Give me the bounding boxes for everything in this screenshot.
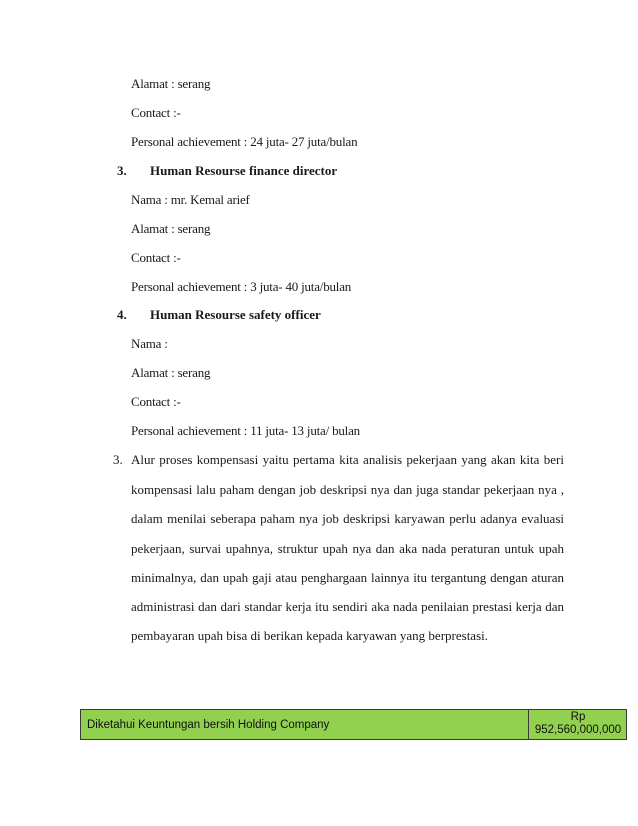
achievement-line-4: Personal achievement : 11 juta- 13 juta/ bulan xyxy=(131,423,360,438)
nama-line-4: Nama : xyxy=(131,336,168,351)
alamat-line-1: Alamat : serang xyxy=(131,76,211,91)
profit-summary-table xyxy=(80,709,627,740)
paragraph-line: Alur proses kompensasi yaitu pertama kita analisis pekerjaan yang akan kita beri xyxy=(131,452,564,467)
paragraph-line: pembayaran upah bisa di berikan kepada karyawan yang berprestasi. xyxy=(131,628,488,643)
paragraph-line: minimalnya, dan upah gaji atau penghargaan lainnya itu tergantung dengan aturan xyxy=(131,570,564,585)
paragraph-number: 3. xyxy=(113,452,123,467)
contact-line-1: Contact :- xyxy=(131,105,181,120)
heading-finance-director: Human Resourse finance director xyxy=(150,163,338,178)
paragraph-line: pekerjaan, survai upahnya, struktur upah nya dan aka nada peraturan untuk upah xyxy=(131,541,564,556)
contact-line-4: Contact :- xyxy=(131,394,181,409)
alamat-line-3: Alamat : serang xyxy=(131,221,211,236)
achievement-line-3: Personal achievement : 3 juta- 40 juta/bulan xyxy=(131,279,352,294)
contact-line-3: Contact :- xyxy=(131,250,181,265)
item-number-3: 3. xyxy=(117,163,127,178)
profit-amount: 952,560,000,000 xyxy=(534,724,622,736)
paragraph-line: administrasi dan dari standar kerja itu sendiri aka nada penilaian prestasi kerja dan xyxy=(131,599,564,614)
achievement-line-1: Personal achievement : 24 juta- 27 juta/bulan xyxy=(131,134,358,149)
nama-line-3: Nama : mr. Kemal arief xyxy=(131,192,250,207)
profit-summary-value xyxy=(529,711,627,737)
currency-label: Rp xyxy=(570,711,586,723)
paragraph-line: kompensasi lalu paham dengan job deskripsi nya dan juga standar pekerjaan nya , xyxy=(131,482,564,497)
alamat-line-4: Alamat : serang xyxy=(131,365,211,380)
paragraph-line: dalam menilai seberapa paham nya job deskripsi karyawan perlu adanya evaluasi xyxy=(131,511,564,526)
heading-safety-officer: Human Resourse safety officer xyxy=(150,307,321,322)
profit-summary-label: Diketahui Keuntungan bersih Holding Company xyxy=(87,719,330,731)
item-number-4: 4. xyxy=(117,307,127,322)
